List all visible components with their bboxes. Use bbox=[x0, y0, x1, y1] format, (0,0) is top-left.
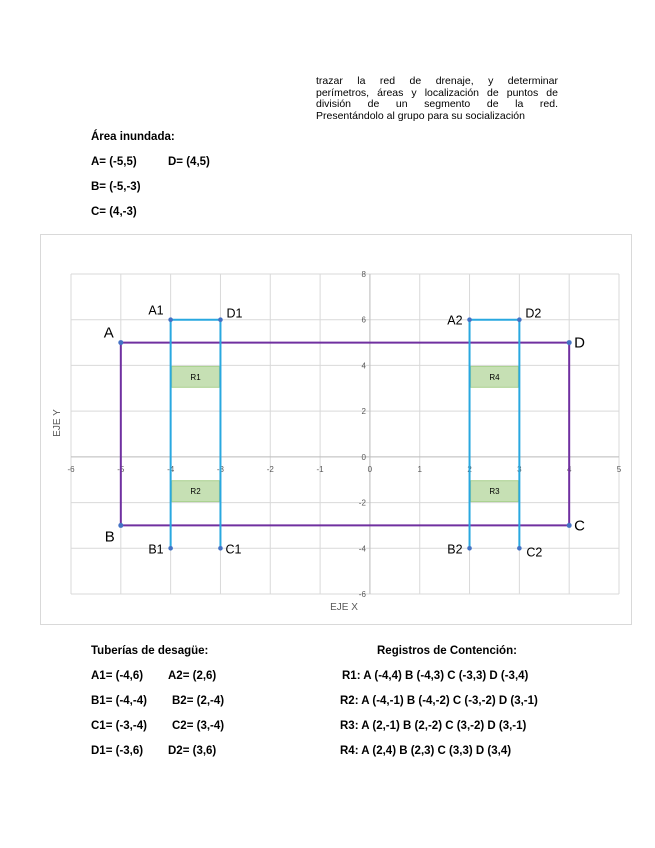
area-point-a: A= (-5,5) bbox=[91, 156, 137, 168]
pipe-point-label: D1 bbox=[226, 306, 243, 321]
x-tick-label: 5 bbox=[616, 464, 622, 474]
y-axis-label: EJE Y bbox=[52, 409, 63, 437]
pipe-point-label: B2 bbox=[447, 542, 463, 557]
area-point-d: D= (4,5) bbox=[168, 156, 210, 168]
register-label: R2 bbox=[190, 487, 201, 497]
registro-r2: R2: A (-4,-1) B (-4,-2) C (-3,-2) D (3,-1) bbox=[340, 695, 538, 707]
pipe-point-label: B1 bbox=[148, 542, 164, 557]
pipe-point-label: C1 bbox=[225, 542, 242, 557]
pipe-point bbox=[218, 546, 223, 551]
registros-title: Registros de Contención: bbox=[377, 645, 517, 657]
y-tick-label: 4 bbox=[361, 361, 366, 371]
pipe-point-label: D2 bbox=[525, 306, 542, 321]
pipe-line bbox=[171, 320, 221, 549]
pipe-point bbox=[467, 317, 472, 322]
pipe-line bbox=[470, 320, 520, 549]
tuberia-b2: B2= (2,-4) bbox=[172, 695, 225, 707]
pipe-point bbox=[218, 317, 223, 322]
tuberias-title: Tuberías de desagüe: bbox=[91, 645, 209, 657]
y-tick-label: 0 bbox=[361, 452, 366, 462]
x-tick-label: -4 bbox=[167, 464, 175, 474]
register-label: R1 bbox=[190, 372, 201, 382]
y-tick-label: 6 bbox=[361, 315, 366, 325]
x-tick-label: 1 bbox=[417, 464, 422, 474]
tuberia-d2: D2= (3,6) bbox=[168, 745, 217, 757]
x-tick-label: 2 bbox=[467, 464, 472, 474]
area-point-label: C bbox=[574, 517, 586, 535]
pipe-point-label: A2 bbox=[447, 313, 463, 328]
register-label: R3 bbox=[489, 487, 500, 497]
pipe-point bbox=[517, 546, 522, 551]
x-tick-label: 0 bbox=[367, 464, 373, 474]
area-point-c: C= (4,-3) bbox=[91, 206, 137, 218]
registro-r3: R3: A (2,-1) B (2,-2) C (3,-2) D (3,-1) bbox=[340, 720, 527, 732]
registro-r1: R1: A (-4,4) B (-4,3) C (-3,3) D (-3,4) bbox=[342, 670, 529, 682]
tuberia-b1: B1= (-4,-4) bbox=[91, 695, 147, 707]
x-axis-label: EJE X bbox=[330, 602, 358, 613]
area-point-label: B bbox=[104, 528, 115, 546]
intro-line: Presentándolo al grupo para su socialización bbox=[316, 109, 525, 122]
area-point bbox=[118, 340, 123, 345]
area-title: Área inundada: bbox=[91, 131, 175, 143]
y-tick-label: -6 bbox=[358, 590, 366, 599]
pipe-point-label: A1 bbox=[148, 303, 164, 318]
tuberia-a2: A2= (2,6) bbox=[168, 670, 217, 682]
area-point bbox=[567, 340, 572, 345]
area-point bbox=[118, 523, 123, 528]
x-tick-label: -1 bbox=[316, 464, 324, 474]
pipe-point bbox=[168, 546, 173, 551]
x-tick-label: 3 bbox=[517, 464, 522, 474]
tuberia-c2: C2= (3,-4) bbox=[172, 720, 225, 732]
tuberia-d1: D1= (-3,6) bbox=[91, 745, 144, 757]
y-tick-label: 2 bbox=[361, 407, 366, 417]
x-tick-label: -6 bbox=[67, 464, 75, 474]
registers bbox=[172, 366, 519, 501]
y-tick-label: 8 bbox=[361, 270, 366, 279]
intro-line: trazar la red de drenaje, y determinar bbox=[316, 75, 558, 87]
pipe-point-label: C2 bbox=[526, 545, 543, 560]
area-point bbox=[567, 523, 572, 528]
area-point-label: D bbox=[574, 334, 586, 352]
drain-pipes bbox=[168, 317, 521, 550]
area-point-label: A bbox=[103, 324, 114, 342]
pipe-point bbox=[517, 317, 522, 322]
pipe-point bbox=[168, 317, 173, 322]
x-tick-label: -2 bbox=[266, 464, 274, 474]
register-label: R4 bbox=[489, 372, 500, 382]
y-tick-label: -2 bbox=[358, 498, 366, 508]
x-tick-label: 4 bbox=[566, 464, 572, 474]
registro-r4: R4: A (2,4) B (2,3) C (3,3) D (3,4) bbox=[340, 745, 512, 757]
tuberia-c1: C1= (-3,-4) bbox=[91, 720, 147, 732]
tuberia-a1: A1= (-4,6) bbox=[91, 670, 144, 682]
x-tick-label: -3 bbox=[216, 464, 225, 474]
area-point-b: B= (-5,-3) bbox=[91, 181, 141, 193]
intro-line: perímetros, áreas y localización de puntos de bbox=[316, 86, 558, 99]
intro-line: división de un segmento de la red. bbox=[316, 98, 558, 111]
y-tick-label: -4 bbox=[358, 544, 366, 554]
pipe-point bbox=[467, 546, 472, 551]
x-tick-label: -5 bbox=[117, 464, 125, 474]
